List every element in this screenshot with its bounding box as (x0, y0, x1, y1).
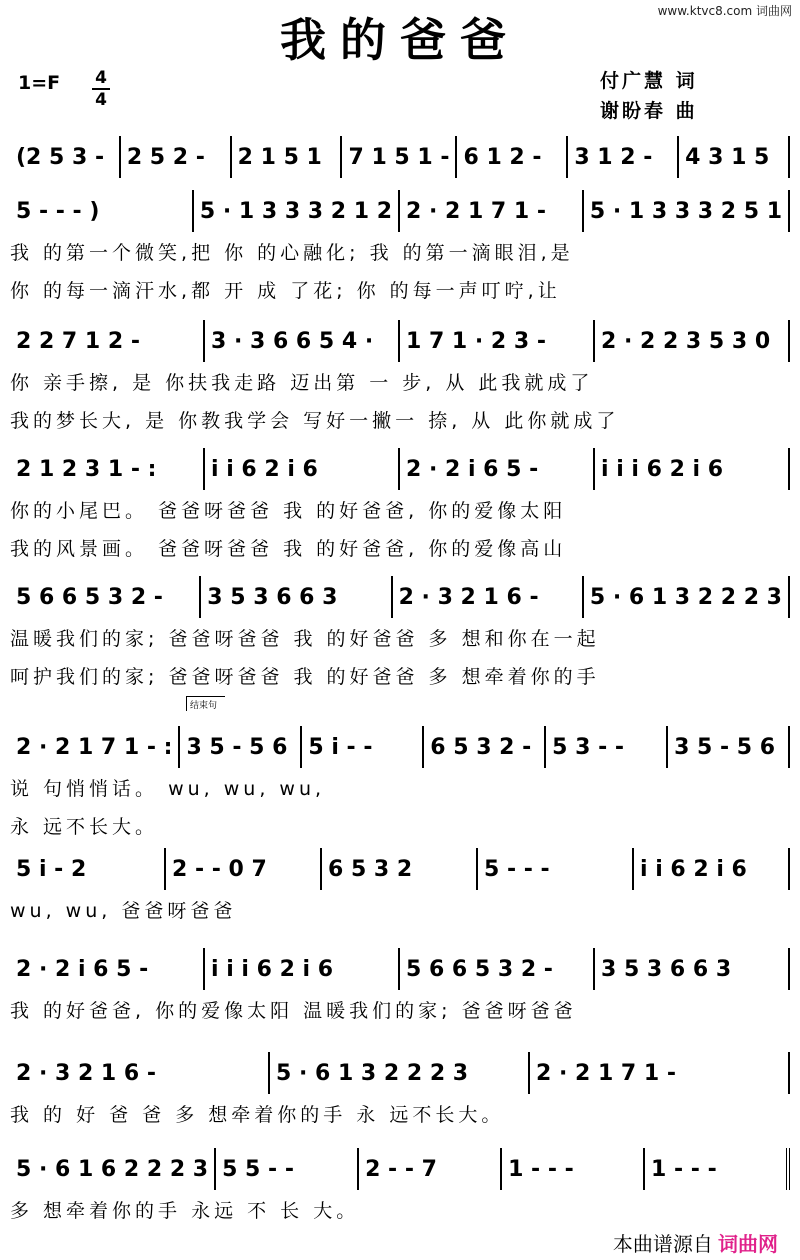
end-section-tag: 结束句 (186, 696, 225, 711)
lyricist-credit: 付广慧 词 (600, 70, 698, 92)
measure: 4 3 1 5 (679, 136, 790, 178)
measure: 5 i - 2 (10, 848, 166, 890)
lyric-line: 你 亲手擦, 是 你扶我走路 迈出第 一 步, 从 此我就成了 (10, 372, 594, 394)
score-system (10, 320, 790, 362)
measure: 3 5 3 6 6 3 (201, 576, 392, 618)
score-system (10, 1052, 790, 1094)
measure: 5 · 6 1 3 2 2 2 3 (584, 576, 790, 618)
measure: 2 · 2 1 7 1 - (400, 190, 584, 232)
measure: 1 - - - (645, 1148, 790, 1190)
measure: 2 - - 0 7 (166, 848, 322, 890)
composer-credit: 谢盼春 曲 (600, 100, 698, 122)
lyric-line: 我的梦长大, 是 你教我学会 写好一撇一 捺, 从 此你就成了 (10, 410, 620, 432)
measure: 2 · 2 1 7 1 - (530, 1052, 790, 1094)
measure: 5 - - - ) (10, 190, 194, 232)
measure: 3 · 3 6 6 5 4 · (205, 320, 400, 362)
measure: 5 · 6 1 6 2 2 2 3 (10, 1148, 216, 1190)
measure: 2 · 3 2 1 6 - (393, 576, 584, 618)
source-text: 本曲谱源自 (612, 1232, 713, 1256)
watermark-text: www.ktvc8.com 词曲网 (657, 4, 792, 18)
measure: 7 1 5 1 - (342, 136, 457, 178)
score-system (10, 948, 790, 990)
measure: 2 · 2 i 6 5 - (400, 448, 595, 490)
measure: 5 - - - (478, 848, 634, 890)
measure: 2 - - 7 (359, 1148, 502, 1190)
score-system (10, 190, 790, 232)
measure: i i 6 2 i 6 (634, 848, 790, 890)
lyric-line: 你的小尾巴。 爸爸呀爸爸 我 的好爸爸, 你的爱像太阳 (10, 500, 567, 522)
score-system (10, 576, 790, 618)
measure: i i i 6 2 i 6 (595, 448, 790, 490)
score-system (10, 136, 790, 178)
measure: 3 1 2 - (568, 136, 679, 178)
lyric-line: 我 的好爸爸, 你的爱像太阳 温暖我们的家; 爸爸呀爸爸 (10, 1000, 577, 1022)
key-signature: 1=F (18, 72, 61, 94)
lyric-line: wu, wu, 爸爸呀爸爸 (10, 900, 237, 922)
measure: 5 6 6 5 3 2 - (400, 948, 595, 990)
measure: 2 5 2 - (121, 136, 232, 178)
measure: 5 i - - (302, 726, 424, 768)
measure: 6 1 2 - (457, 136, 568, 178)
measure: 1 7 1 · 2 3 - (400, 320, 595, 362)
source-credit (613, 1228, 778, 1257)
score-system (10, 1148, 790, 1190)
lyric-line: 多 想牵着你的手 永远 不 长 大。 (10, 1200, 360, 1222)
measure: 2 · 2 1 7 1 - : (10, 726, 180, 768)
lyric-line: 温暖我们的家; 爸爸呀爸爸 我 的好爸爸 多 想和你在一起 (10, 628, 600, 650)
meter-top: 4 (95, 68, 107, 88)
measure: i i 6 2 i 6 (205, 448, 400, 490)
lyric-line: 我 的第一个微笑,把 你 的心融化; 我 的第一滴眼泪,是 (10, 242, 574, 264)
lyric-line: 说 句悄悄话。 wu, wu, wu, (10, 778, 326, 800)
lyric-line: 你 的每一滴汗水,都 开 成 了花; 你 的每一声叮咛,让 (10, 280, 561, 302)
measure: (2 5 3 - (10, 136, 121, 178)
source-brand: 词曲网 (718, 1232, 778, 1256)
measure: 5 · 1 3 3 3 2 1 2 (194, 190, 400, 232)
song-title: 我的爸爸 (280, 13, 520, 67)
measure: 5 · 6 1 3 2 2 2 3 (270, 1052, 530, 1094)
score-system (10, 448, 790, 490)
measure: 2 · 3 2 1 6 - (10, 1052, 270, 1094)
measure: 2 · 2 2 3 5 3 0 (595, 320, 790, 362)
time-signature (90, 68, 112, 110)
measure: 6 5 3 2 (322, 848, 478, 890)
measure: 2 2 7 1 2 - (10, 320, 205, 362)
measure: 3 5 - 5 6 (668, 726, 790, 768)
score-system (10, 848, 790, 890)
measure: 2 · 2 i 6 5 - (10, 948, 205, 990)
measure: 6 5 3 2 - (424, 726, 546, 768)
lyric-line: 我 的 好 爸 爸 多 想牵着你的手 永 远不长大。 (10, 1104, 505, 1126)
measure: 2 1 5 1 (232, 136, 343, 178)
measure: 3 5 - 5 6 (180, 726, 302, 768)
score-system (10, 726, 790, 768)
measure: 1 - - - (502, 1148, 645, 1190)
lyric-line: 我的风景画。 爸爸呀爸爸 我 的好爸爸, 你的爱像高山 (10, 538, 567, 560)
measure: 5 6 6 5 3 2 - (10, 576, 201, 618)
meter-bottom: 4 (95, 90, 107, 110)
measure: i i i 6 2 i 6 (205, 948, 400, 990)
measure: 3 5 3 6 6 3 (595, 948, 790, 990)
measure: 5 · 1 3 3 3 2 5 1 (584, 190, 790, 232)
lyric-line: 永 远不长大。 (10, 816, 159, 838)
measure: 5 5 - - (216, 1148, 359, 1190)
measure: 2 1 2 3 1 - : (10, 448, 205, 490)
lyric-line: 呵护我们的家; 爸爸呀爸爸 我 的好爸爸 多 想牵着你的手 (10, 666, 600, 688)
measure: 5 3 - - (546, 726, 668, 768)
